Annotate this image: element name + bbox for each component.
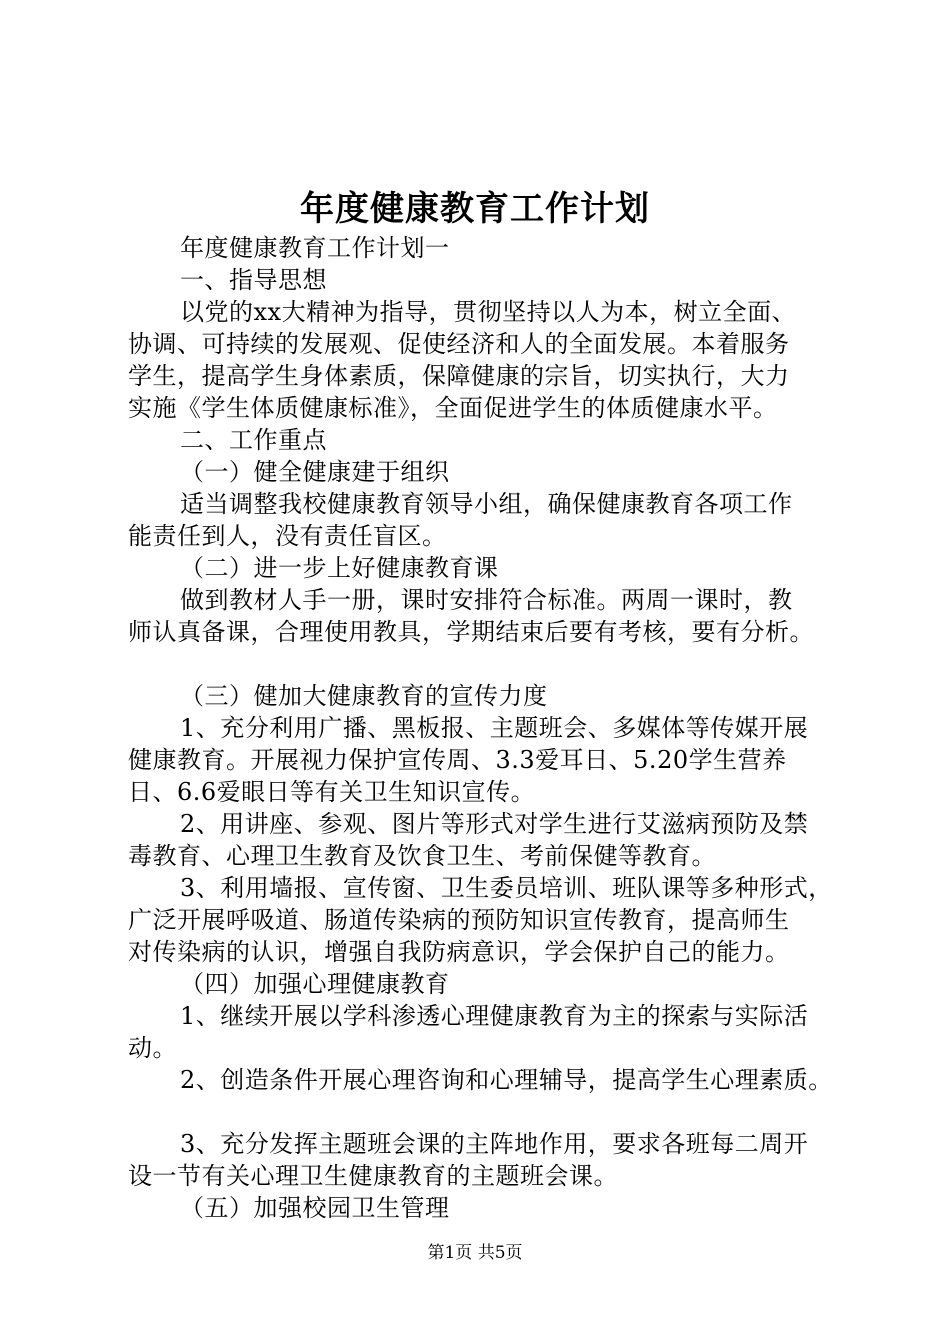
subsection-heading: （一）健全健康建于组织 <box>180 458 450 486</box>
paragraph-line: 3、充分发挥主题班会课的主阵地作用，要求各班每二周开 <box>180 1130 809 1158</box>
paragraph-line: 健康教育。开展视力保护宣传周、3.3爱耳日、5.20学生营养 <box>128 746 787 774</box>
paragraph-line: 学生，提高学生身体素质，保障健康的宗旨，切实执行，大力 <box>128 362 790 390</box>
paragraph-line: 2、创造条件开展心理咨询和心理辅导，提高学生心理素质。 <box>180 1066 833 1094</box>
blank-line <box>128 1096 843 1128</box>
paragraph-line: 实施《学生体质健康标准》，全面促进学生的体质健康水平。 <box>128 394 778 422</box>
page-footer: 第1页 共5页 <box>427 1243 523 1263</box>
paragraph-line: 1、继续开展以学科渗透心理健康教育为主的探索与实际活 <box>180 1002 809 1030</box>
document-title: 年度健康教育工作计划 <box>300 189 650 229</box>
paragraph-line: 广泛开展呼吸道、肠道传染病的预防知识宣传教育，提高师生 <box>128 906 790 934</box>
blank-line <box>128 648 843 680</box>
subsection-heading: （四）加强心理健康教育 <box>180 970 450 998</box>
paragraph-line: 设一节有关心理卫生健康教育的主题班会课。 <box>128 1162 618 1190</box>
paragraph-line: 师认真备课，合理使用教具，学期结束后要有考核，要有分析。 <box>128 618 814 646</box>
subsection-heading: （三）健加大健康教育的宣传力度 <box>180 682 548 710</box>
section-heading: 年度健康教育工作计划一 <box>180 234 450 262</box>
paragraph-line: 以党的xx大精神为指导，贯彻坚持以人为本，树立全面、 <box>180 298 797 326</box>
section-heading: 二、工作重点 <box>180 426 327 454</box>
paragraph-line: 1、充分利用广播、黑板报、主题班会、多媒体等传媒开展 <box>180 714 809 742</box>
paragraph-line: 协调、可持续的发展观、促使经济和人的全面发展。本着服务 <box>128 330 790 358</box>
paragraph-line: 2、用讲座、参观、图片等形式对学生进行艾滋病预防及禁 <box>180 810 809 838</box>
subsection-heading: （二）进一步上好健康教育课 <box>180 554 499 582</box>
section-heading: 一、指导思想 <box>180 266 327 294</box>
paragraph-line: 动。 <box>128 1034 177 1062</box>
paragraph-line: 对传染病的认识，增强自我防病意识，学会保护自己的能力。 <box>128 938 790 966</box>
paragraph-line: 适当调整我校健康教育领导小组，确保健康教育各项工作 <box>180 490 793 518</box>
subsection-heading: （五）加强校园卫生管理 <box>180 1194 450 1222</box>
paragraph-line: 做到教材人手一册，课时安排符合标准。两周一课时，教 <box>180 586 793 614</box>
paragraph-line: 日、6.6爱眼日等有关卫生知识宣传。 <box>128 778 536 806</box>
paragraph-line: 能责任到人，没有责任盲区。 <box>128 522 447 550</box>
document-body <box>128 232 843 1224</box>
paragraph-line: 3、利用墙报、宣传窗、卫生委员培训、班队课等多种形式， <box>180 874 833 902</box>
paragraph-line: 毒教育、心理卫生教育及饮食卫生、考前保健等教育。 <box>128 842 716 870</box>
